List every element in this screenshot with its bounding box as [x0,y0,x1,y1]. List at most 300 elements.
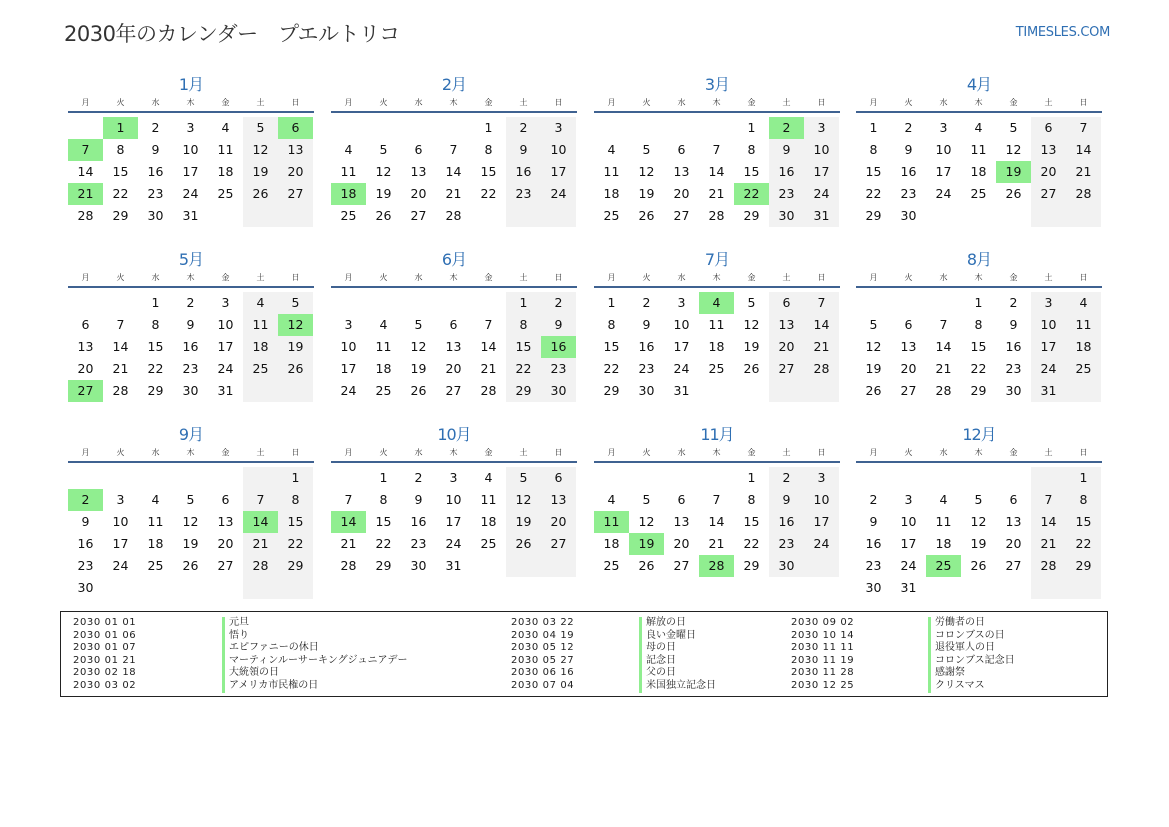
day-cell: 17 [541,161,576,183]
weekday-label: 木 [449,273,458,282]
holiday-date: 2030 02 18 [73,667,137,679]
day-cell: 27 [541,533,576,555]
day-cell: 27 [900,383,917,398]
day-cell: 26 [638,208,655,223]
day-cell: 10 [900,514,917,529]
day-cell: 22 [865,186,882,201]
empty-day-cell [506,205,541,227]
day-cell: 9 [904,142,913,157]
empty-day-cell [471,205,506,227]
weekday-label: 木 [186,98,195,107]
weekday-label: 日 [817,273,826,282]
day-grid [68,117,313,227]
page-title: 2030年のカレンダー プエルトリコ [64,22,400,46]
weekday-label: 火 [904,273,913,282]
day-cell: 23 [769,183,804,205]
weekday-label: 金 [1009,448,1018,457]
holiday-date: 2030 06 16 [511,667,575,679]
weekday-label: 火 [116,98,125,107]
holiday-day-cell: 14 [243,511,278,533]
day-cell: 3 [116,492,125,507]
day-cell: 10 [445,492,462,507]
empty-day-cell [594,467,629,489]
weekday-label: 水 [151,98,160,107]
day-cell: 21 [708,536,725,551]
weekday-label: 木 [712,448,721,457]
weekday-label: 木 [974,273,983,282]
day-cell: 20 [673,536,690,551]
weekday-label: 水 [414,98,423,107]
day-cell: 20 [673,186,690,201]
day-cell: 2 [506,117,541,139]
day-cell: 12 [970,514,987,529]
day-cell: 5 [414,317,423,332]
weekday-label: 月 [869,448,878,457]
day-grid [331,292,576,402]
holiday-name: 解放の日 [639,617,686,630]
day-cell: 3 [677,295,686,310]
day-cell: 28 [77,208,94,223]
day-grid [594,117,839,227]
day-cell: 18 [480,514,497,529]
weekday-label: 土 [256,448,265,457]
day-cell: 12 [410,339,427,354]
weekday-label: 水 [151,273,160,282]
day-cell: 6 [81,317,90,332]
day-cell: 29 [743,558,760,573]
day-cell: 29 [506,380,541,402]
month-block [594,424,840,577]
holiday-name: アメリカ市民権の日 [222,680,318,693]
day-cell: 5 [243,117,278,139]
day-cell: 8 [747,492,756,507]
holiday-day-cell: 7 [68,139,103,161]
day-cell: 18 [1066,336,1101,358]
day-cell: 15 [112,164,129,179]
holiday-day-cell: 19 [629,533,664,555]
weekday-label: 火 [379,273,388,282]
weekday-label: 木 [974,98,983,107]
empty-day-cell [996,467,1031,489]
day-cell: 8 [607,317,616,332]
weekday-header [331,96,577,113]
day-cell: 1 [379,470,388,485]
day-cell: 11 [243,314,278,336]
empty-day-cell [243,380,278,402]
day-cell: 29 [970,383,987,398]
day-cell: 26 [182,558,199,573]
day-cell: 10 [541,139,576,161]
day-cell: 29 [112,208,129,223]
day-cell: 3 [939,120,948,135]
day-cell: 7 [939,317,948,332]
day-cell: 22 [743,536,760,551]
holiday-legend [60,611,1108,697]
weekday-label: 木 [186,448,195,457]
day-cell: 3 [904,492,913,507]
day-cell: 26 [506,533,541,555]
day-cell: 30 [865,580,882,595]
month-name: 3月 [704,75,730,94]
day-cell: 16 [147,164,164,179]
day-cell: 1 [278,467,313,489]
empty-day-cell [68,467,103,489]
day-grid [594,467,839,577]
day-cell: 21 [480,361,497,376]
day-cell: 23 [506,183,541,205]
day-cell: 10 [217,317,234,332]
day-cell: 1 [1066,467,1101,489]
day-cell: 6 [221,492,230,507]
day-cell: 7 [804,292,839,314]
day-cell: 25 [243,358,278,380]
empty-day-cell [436,117,471,139]
day-cell: 22 [970,361,987,376]
day-cell: 6 [414,142,423,157]
day-cell: 27 [410,208,427,223]
weekday-label: 火 [379,448,388,457]
day-cell: 21 [340,536,357,551]
empty-day-cell [926,577,961,599]
empty-day-cell [664,467,699,489]
holiday-day-cell: 25 [926,555,961,577]
month-name: 10月 [437,425,471,444]
day-cell: 24 [935,186,952,201]
day-cell: 15 [1066,511,1101,533]
day-cell: 20 [1005,536,1022,551]
weekday-label: 金 [221,448,230,457]
day-cell: 20 [217,536,234,551]
holiday-date: 2030 01 01 [73,617,137,628]
day-cell: 17 [804,161,839,183]
day-cell: 14 [1066,139,1101,161]
day-grid [331,467,576,577]
day-cell: 8 [506,314,541,336]
day-cell: 11 [1066,314,1101,336]
day-cell: 25 [603,208,620,223]
day-cell: 4 [243,292,278,314]
holiday-date: 2030 05 27 [511,654,575,666]
day-cell: 14 [1031,511,1066,533]
day-cell: 16 [769,161,804,183]
day-cell: 14 [935,339,952,354]
weekday-label: 水 [939,98,948,107]
day-cell: 5 [642,142,651,157]
day-cell: 29 [147,383,164,398]
day-cell: 8 [151,317,160,332]
holiday-name: エピファニーの休日 [222,642,319,655]
day-cell: 3 [186,120,195,135]
day-cell: 19 [375,186,392,201]
weekday-label: 土 [1044,273,1053,282]
day-cell: 26 [1005,186,1022,201]
day-cell: 31 [1031,380,1066,402]
day-cell: 5 [379,142,388,157]
weekday-label: 日 [291,273,300,282]
day-cell: 15 [278,511,313,533]
day-cell: 13 [769,314,804,336]
holiday-day-cell: 28 [699,555,734,577]
day-cell: 24 [900,558,917,573]
empty-day-cell [926,292,961,314]
day-cell: 8 [974,317,983,332]
holiday-date: 2030 01 21 [73,654,137,666]
empty-day-cell [331,467,366,489]
weekday-label: 火 [116,448,125,457]
day-cell: 13 [541,489,576,511]
day-cell: 12 [506,489,541,511]
day-cell: 20 [1031,161,1066,183]
weekday-label: 水 [677,448,686,457]
holiday-name: 母の日 [639,642,676,655]
month-block [594,249,840,402]
day-cell: 14 [708,164,725,179]
empty-day-cell [541,555,576,577]
weekday-label: 水 [414,273,423,282]
day-cell: 18 [375,361,392,376]
day-cell: 18 [217,164,234,179]
weekday-label: 月 [607,448,616,457]
day-cell: 30 [769,205,804,227]
day-cell: 13 [445,339,462,354]
weekday-label: 日 [1079,98,1088,107]
month-name: 2月 [441,75,467,94]
day-cell: 13 [1005,514,1022,529]
day-cell: 8 [747,142,756,157]
empty-day-cell [769,380,804,402]
empty-day-cell [471,292,506,314]
weekday-label: 月 [344,448,353,457]
day-cell: 2 [869,492,878,507]
day-cell: 30 [638,383,655,398]
holiday-date: 2030 07 04 [511,680,575,691]
day-cell: 6 [677,492,686,507]
day-cell: 8 [1066,489,1101,511]
day-cell: 5 [506,467,541,489]
day-cell: 11 [935,514,952,529]
weekday-header [594,446,840,463]
month-name: 7月 [704,250,730,269]
day-cell: 1 [747,470,756,485]
holiday-date: 2030 12 25 [791,680,855,691]
day-cell: 12 [638,164,655,179]
day-cell: 17 [900,536,917,551]
day-cell: 9 [506,139,541,161]
day-cell: 18 [603,536,620,551]
weekday-label: 日 [554,273,563,282]
day-cell: 20 [410,186,427,201]
day-cell: 25 [147,558,164,573]
day-cell: 2 [414,470,423,485]
weekday-label: 土 [256,273,265,282]
day-cell: 11 [217,142,234,157]
weekday-label: 火 [116,273,125,282]
empty-day-cell [541,205,576,227]
day-cell: 2 [1009,295,1018,310]
weekday-label: 水 [414,448,423,457]
day-cell: 13 [410,164,427,179]
day-cell: 24 [804,183,839,205]
empty-day-cell [629,117,664,139]
day-cell: 24 [182,186,199,201]
day-cell: 1 [506,292,541,314]
weekday-label: 土 [1044,98,1053,107]
day-cell: 20 [77,361,94,376]
month-block [68,74,314,227]
day-cell: 5 [642,492,651,507]
empty-day-cell [401,117,436,139]
day-cell: 24 [445,536,462,551]
day-cell: 28 [1066,183,1101,205]
weekday-label: 土 [519,448,528,457]
empty-day-cell [366,292,401,314]
empty-day-cell [436,292,471,314]
weekday-label: 月 [607,98,616,107]
day-cell: 5 [278,292,313,314]
day-cell: 16 [1005,339,1022,354]
day-cell: 26 [410,383,427,398]
holiday-name: 労働者の日 [928,617,985,630]
weekday-label: 日 [554,448,563,457]
day-cell: 6 [769,292,804,314]
weekday-header [594,271,840,288]
day-cell: 28 [935,383,952,398]
day-cell: 12 [743,317,760,332]
day-cell: 13 [217,514,234,529]
day-cell: 28 [112,383,129,398]
day-cell: 15 [970,339,987,354]
weekday-label: 金 [484,448,493,457]
day-cell: 10 [112,514,129,529]
day-cell: 26 [743,361,760,376]
day-grid [856,467,1101,599]
day-cell: 5 [974,492,983,507]
empty-day-cell [243,577,278,599]
weekday-label: 土 [519,98,528,107]
empty-day-cell [1031,205,1066,227]
empty-day-cell [891,467,926,489]
holiday-name: 米国独立記念日 [639,680,716,693]
day-cell: 15 [865,164,882,179]
day-cell: 9 [414,492,423,507]
day-cell: 17 [1031,336,1066,358]
weekday-label: 火 [904,98,913,107]
empty-day-cell [1066,577,1101,599]
empty-day-cell [594,117,629,139]
day-cell: 11 [480,492,497,507]
weekday-label: 月 [344,273,353,282]
empty-day-cell [961,577,996,599]
weekday-label: 日 [554,98,563,107]
weekday-label: 金 [747,448,756,457]
weekday-label: 月 [81,448,90,457]
holiday-day-cell: 14 [331,511,366,533]
holiday-day-cell: 21 [68,183,103,205]
holiday-date: 2030 04 19 [511,629,575,641]
day-cell: 12 [1005,142,1022,157]
day-cell: 11 [375,339,392,354]
day-cell: 7 [712,492,721,507]
weekday-header [68,271,314,288]
day-cell: 8 [379,492,388,507]
month-name: 11月 [700,425,734,444]
weekday-label: 金 [221,273,230,282]
weekday-label: 月 [607,273,616,282]
day-cell: 7 [1066,117,1101,139]
holiday-day-cell: 1 [103,117,138,139]
day-cell: 8 [116,142,125,157]
day-cell: 30 [541,380,576,402]
holiday-name: コロンブスの日 [928,630,1005,643]
day-cell: 19 [506,511,541,533]
day-cell: 16 [865,536,882,551]
weekday-label: 月 [869,98,878,107]
site-link[interactable]: TIMESLES.COM [1015,25,1110,40]
day-cell: 13 [673,164,690,179]
day-cell: 11 [603,164,620,179]
day-cell: 11 [340,164,357,179]
weekday-header [594,96,840,113]
day-cell: 13 [673,514,690,529]
holiday-day-cell: 4 [699,292,734,314]
month-block [331,424,577,577]
holiday-date: 2030 05 12 [511,642,575,654]
day-cell: 30 [410,558,427,573]
weekday-label: 金 [221,98,230,107]
weekday-label: 月 [344,98,353,107]
empty-day-cell [961,205,996,227]
holiday-name: コロンブス記念日 [928,655,1015,668]
day-cell: 12 [182,514,199,529]
day-cell: 10 [804,139,839,161]
weekday-header [331,446,577,463]
holiday-name: 大統領の日 [222,667,279,680]
day-cell: 31 [673,383,690,398]
day-cell: 9 [769,139,804,161]
day-cell: 4 [344,142,353,157]
weekday-label: 土 [782,98,791,107]
empty-day-cell [804,555,839,577]
day-cell: 21 [243,533,278,555]
day-cell: 13 [278,139,313,161]
day-cell: 2 [186,295,195,310]
weekday-header [856,446,1102,463]
empty-day-cell [734,380,769,402]
holiday-name: マーティンルーサーキングジュニアデー [222,655,407,668]
holiday-day-cell: 11 [594,511,629,533]
day-cell: 21 [935,361,952,376]
day-cell: 2 [642,295,651,310]
weekday-header [856,271,1102,288]
empty-day-cell [243,205,278,227]
day-cell: 21 [708,186,725,201]
day-cell: 26 [970,558,987,573]
weekday-label: 木 [449,448,458,457]
empty-day-cell [1066,205,1101,227]
day-cell: 30 [769,555,804,577]
day-cell: 6 [1009,492,1018,507]
empty-day-cell [173,577,208,599]
day-cell: 1 [151,295,160,310]
holiday-date: 2030 11 19 [791,654,855,666]
day-cell: 11 [970,142,987,157]
empty-day-cell [506,555,541,577]
day-cell: 15 [506,336,541,358]
weekday-label: 月 [81,273,90,282]
day-cell: 9 [81,514,90,529]
day-cell: 27 [769,358,804,380]
day-cell: 22 [1066,533,1101,555]
